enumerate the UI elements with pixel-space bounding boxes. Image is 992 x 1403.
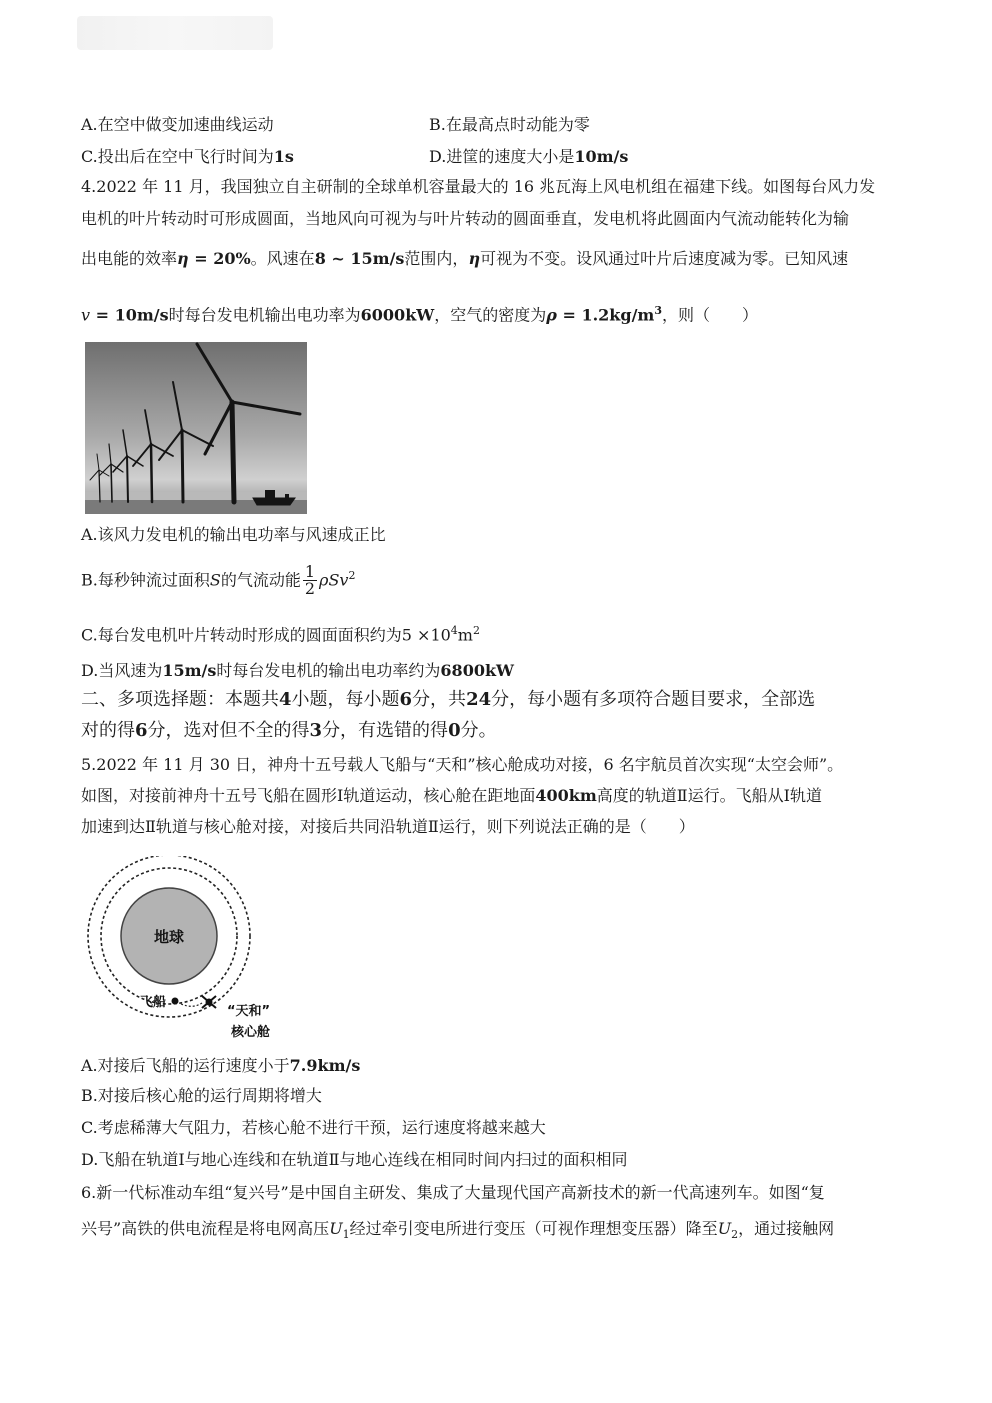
q5-stem-line1: 5.2022 年 11 月 30 日，神舟十五号载人飞船与“天和”核心舱成功对接，6 名宇航员首次实现“太空会师”。: [81, 755, 844, 774]
core-module-label: 核心舱: [231, 1025, 271, 1040]
section-2-heading-line1: 二、多项选择题：本题共4小题，每小题6分，共24分，每小题有多项符合题目要求，全部选: [81, 689, 816, 710]
q5-option-c: C.考虑稀薄大气阻力，若核心舱不进行干预，运行速度将越来越大: [81, 1118, 546, 1137]
q4-option-d: D.当风速为15m/s时每台发电机的输出电功率约为6800kW: [81, 661, 515, 680]
q4-stem-line3: 出电能的效率η = 20%。风速在8 ~ 15m/s范围内，η可视为不变。设风通过叶片后速度减为零。已知风速: [81, 249, 849, 268]
q5-stem-line2: 如图，对接前神舟十五号飞船在圆形Ⅰ轨道运动，核心舱在距地面400km高度的轨道Ⅱ运行。飞船从Ⅰ轨道: [81, 786, 822, 805]
tianhe-label: “天和”: [227, 1004, 271, 1019]
q3-option-a: A.在空中做变加速曲线运动: [81, 115, 274, 134]
scan-smudge: [77, 16, 273, 50]
q4-option-c: C.每台发电机叶片转动时形成的圆面面积约为$5 \times 10^4m^2$: [81, 624, 480, 645]
q5-stem-line3: 加速到达Ⅱ轨道与核心舱对接，对接后共同沿轨道Ⅱ运行，则下列说法正确的是（ ）: [81, 817, 695, 836]
earth-label: 地球: [153, 928, 185, 946]
wind-turbine-photo: [85, 342, 307, 514]
q3-option-d: D.进筐的速度大小是10m/s: [429, 147, 629, 166]
q3-option-b: B.在最高点时动能为零: [429, 115, 590, 134]
spaceship-dot: [172, 998, 179, 1005]
spaceship-label: 飞船: [140, 995, 167, 1010]
q4-option-b: B.每秒钟流过面积S的气流动能 $\frac{1}{2}$ ρSv$^2$: [81, 562, 356, 599]
q6-stem-line2: 兴号”高铁的供电流程是将电网高压$U_1$经过牵引变电所进行变压（可视作理想变压器）降至$U_2$，通过接触网: [81, 1219, 835, 1242]
transfer-path: [181, 1003, 202, 1006]
q4-option-a: A.该风力发电机的输出电功率与风速成正比: [81, 525, 386, 544]
q4-stem-line1: 4.2022 年 11 月，我国独立自主研制的全球单机容量最大的 16 兆瓦海上风电机组在福建下线。如图每台风力发: [81, 177, 876, 196]
q5-option-d: D.飞船在轨道Ⅰ与地心连线和在轨道Ⅱ与地心连线在相同时间内扫过的面积相同: [81, 1150, 628, 1169]
q6-stem-line1: 6.新一代标准动车组“复兴号”是中国自主研发、集成了大量现代国产高新技术的新一代高速列车。如图“复: [81, 1183, 825, 1202]
orbit-diagram: [78, 856, 278, 1046]
q5-option-a: A.对接后飞船的运行速度小于7.9km/s: [81, 1056, 361, 1075]
q3-option-c: C.投出后在空中飞行时间为1s: [81, 147, 294, 166]
q4-stem-line2: 电机的叶片转动时可形成圆面，当地风向可视为与叶片转动的圆面垂直，发电机将此圆面内气流动能转化为输: [81, 209, 850, 228]
q5-option-b: B.对接后核心舱的运行周期将增大: [81, 1086, 322, 1105]
section-2-heading-line2: 对的得6分，选对但不全的得3分，有选错的得0分。: [81, 720, 497, 741]
q4-stem-line4: v = 10m/s时每台发电机输出电功率为6000kW，空气的密度为$\rho = 1.2kg/m^3$，则（ ）: [81, 304, 759, 325]
fraction-one-half: $\frac{1}{2}$: [304, 562, 316, 599]
